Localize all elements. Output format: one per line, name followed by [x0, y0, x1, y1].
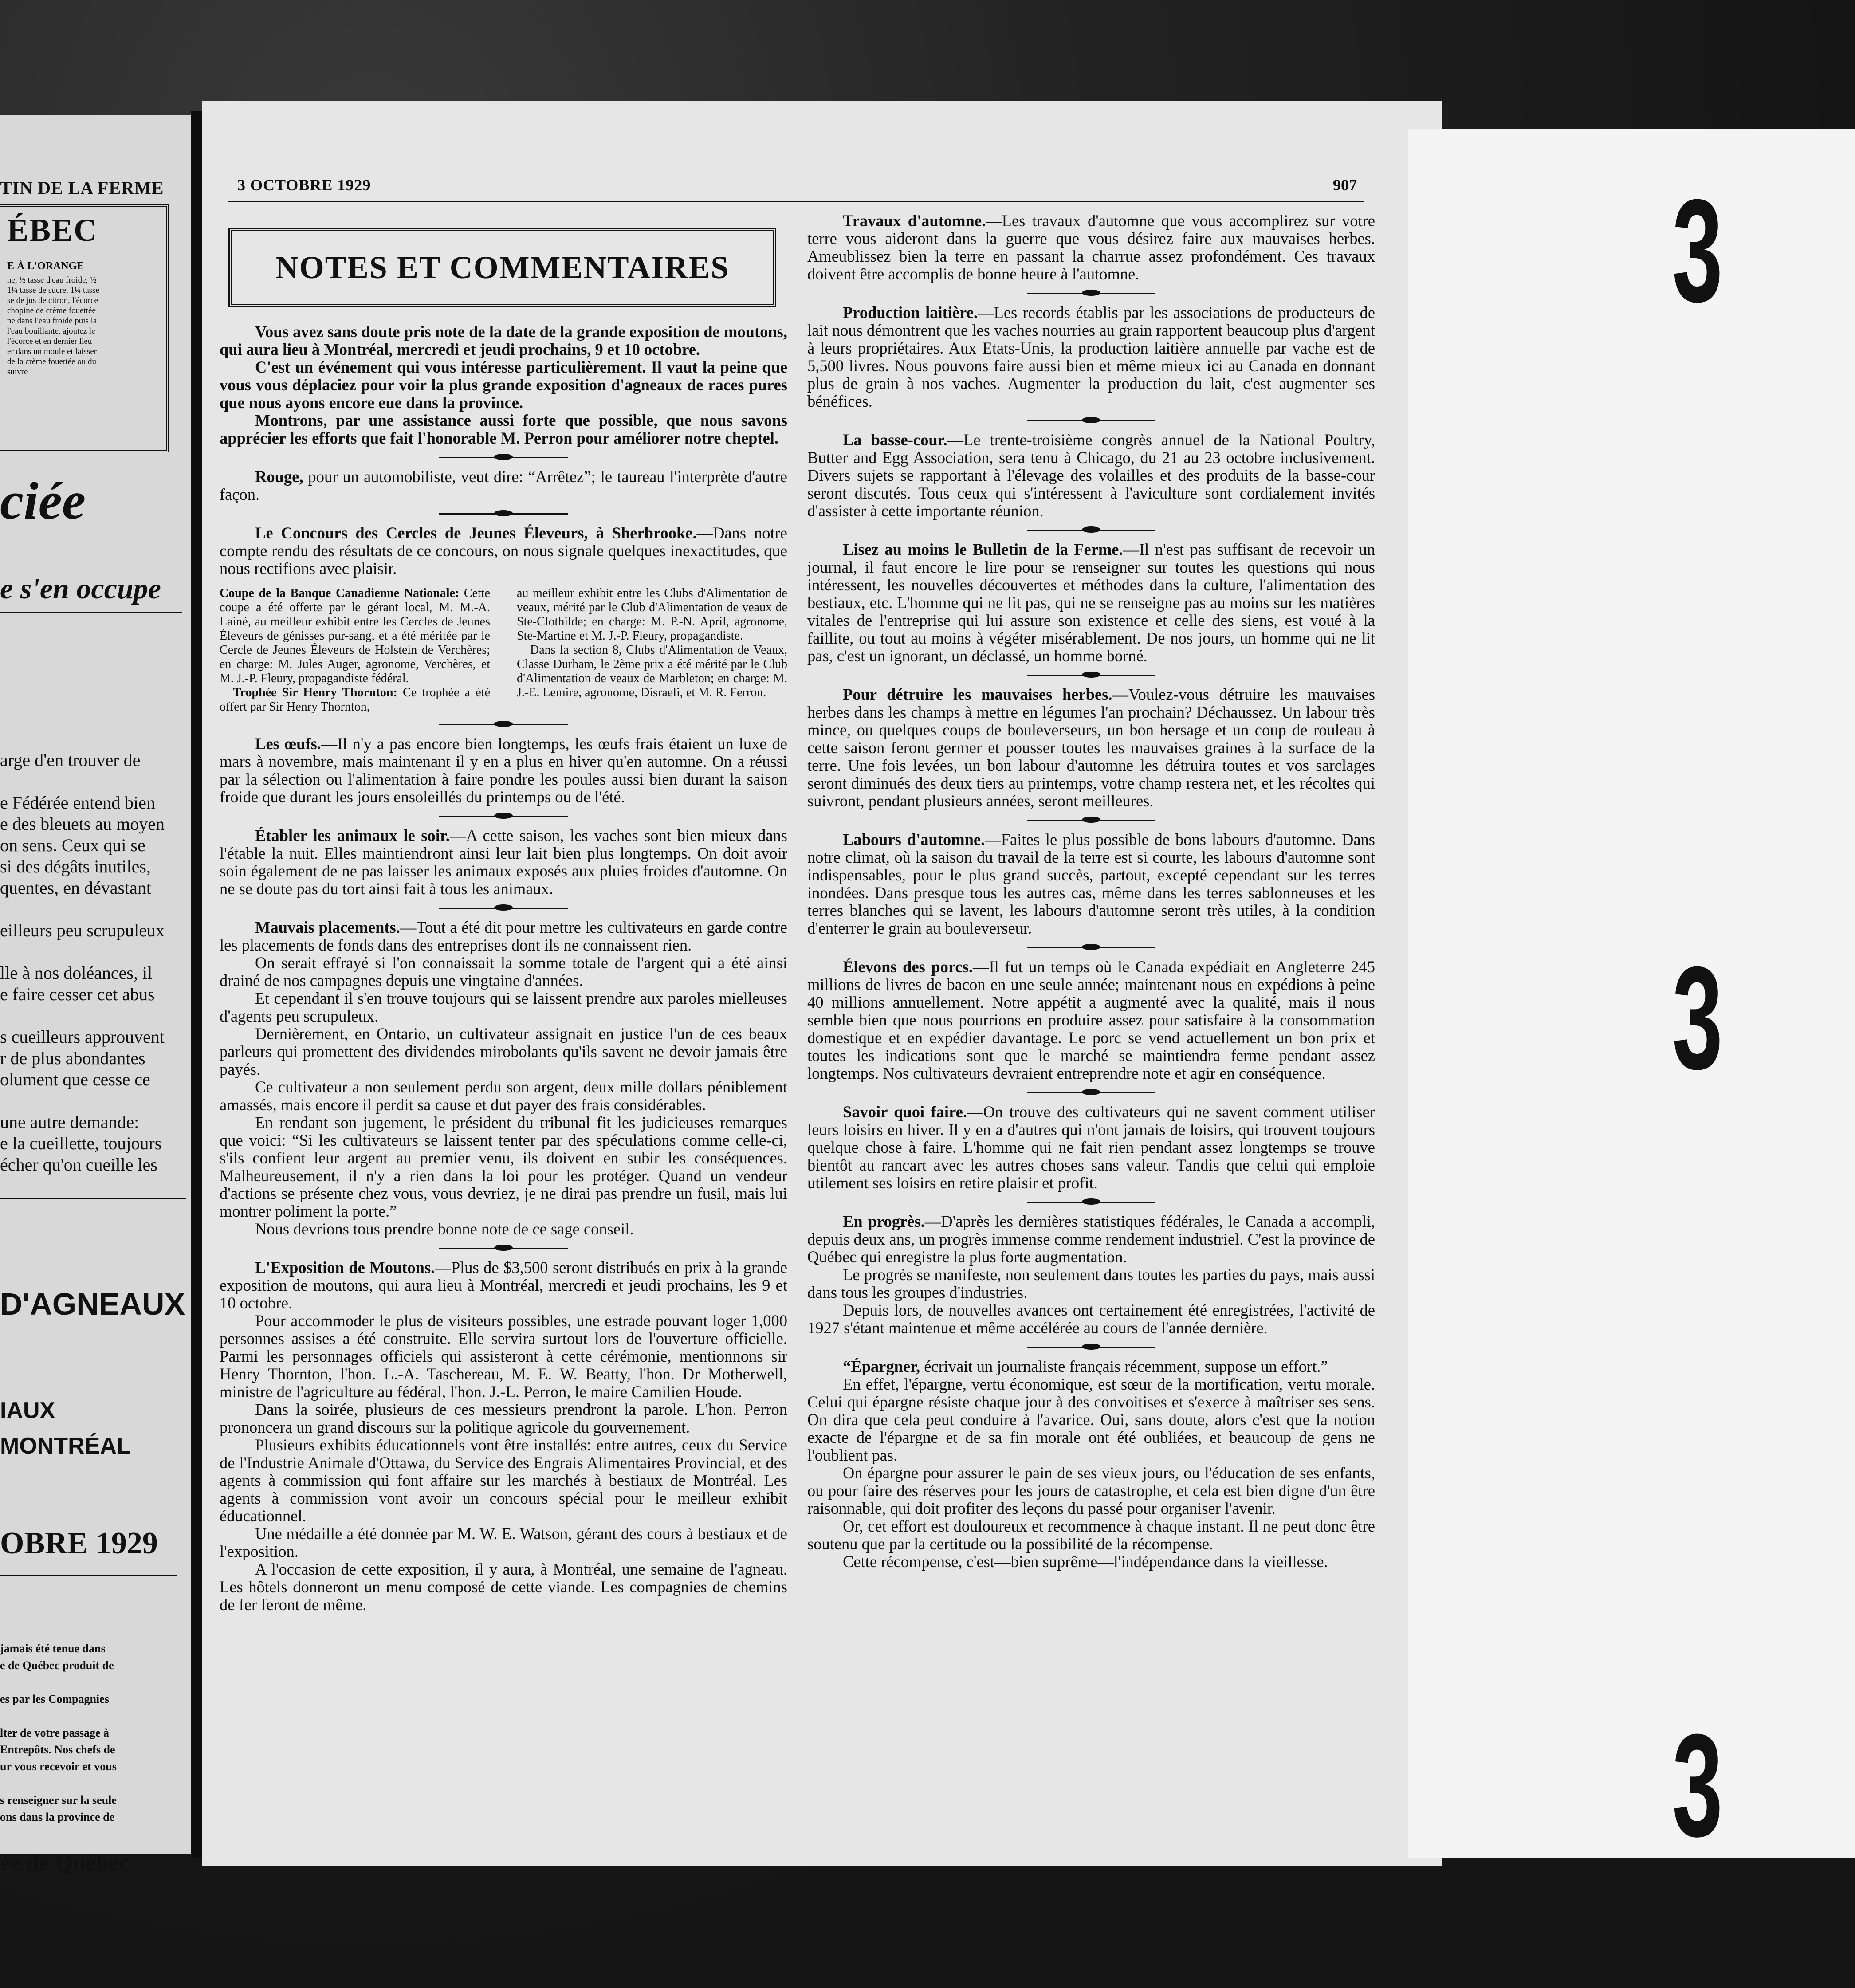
article-detruire: Pour détruire les mauvaises herbes.—Voulez-vous détruire les mauvaises herbes dans les champs à mettre en légumes l'an prochain? Déchaussez. Un labour très mince, ou quelques coups de bouleverseurs, un bon hersage et un coup de rouleau à cette saison feront germer et pousser toutes les mauvaises graines à la surface de la terre. Une fois levées, un bon labour d'automne les détruira toutes et vos sarclages seront diminués des deux tiers au printemps, votre champ restera net, et les récoltes qui suivront, pendant plusieurs années, seront meilleures.: [807, 685, 1376, 810]
separator: [439, 908, 568, 909]
article-epargner-p2: En effet, l'épargne, vertu économique, est sœur de la mortification, vertu morale. Celui qui épargne résiste chaque jour à des convoitises et s'exerce à maîtriser ses sens. On dira que cela peut conduire à l'avarice. Oui, sans doute, alors c'est que la notion exacte de l'épargne et de sa fin morale ont été oubliées, et beaucoup de gens ne l'oublient pas.: [807, 1375, 1375, 1464]
left-text-line: si des dégâts inutiles,: [0, 856, 151, 876]
target-card: [1408, 129, 1855, 1867]
left-text-line: e la cueillette, toujours: [0, 1133, 162, 1153]
separator: [1027, 675, 1155, 676]
separator: [439, 724, 568, 725]
ad-signature: ée de Québec: [0, 1850, 130, 1875]
article-rouge: Rouge, pour un automobiliste, veut dire: “Arrêtez”; le taureau l'interprète d'autre façon.: [220, 468, 787, 503]
recipe-box: [0, 204, 169, 452]
article-elevons: Élevons des porcs.—Il fut un temps où le Canada expédiait en Angleterre 245 millions de livres de bacon en une seule année; maintenant nous en expédions à peine 40 millions annuellement. Notre appétit a augmenté avec la qualité, mais il nous semble bien que nous pourrions en produire assez pour satisfaire à la consommation domestique et en expédier davantage. Le porc se vend actuellement un bon prix et toutes les indications sont que le marché se maintiendra ferme pendant assez longtemps. Nos cultivateurs devraient entreprendre note et agir en conséquence.: [807, 958, 1376, 1082]
intro-p1: Vous avez sans doute pris note de la date de la grande exposition de moutons, qui aura lieu à Montréal, mercredi et jeudi prochains, 9 et 10 octobre.: [220, 322, 787, 358]
page-date: 3 OCTOBRE 1929: [237, 176, 371, 194]
left-text-line: e des bleuets au moyen: [0, 814, 165, 834]
page-number: 907: [1333, 176, 1357, 194]
article-progres: En progrès.—D'après les dernières statistiques fédérales, le Canada a accompli, depuis deux ans, un progrès immense comme rendement industriel. C'est la province de Québec qui enregistre la plus forte augmentation.: [807, 1212, 1376, 1266]
article-travaux: Travaux d'automne.—Les travaux d'automne que vous accomplirez sur votre terre vous aideront dans la guerre que vous désirez faire aux mauvaises herbes. Ameublissez bien la terre en passant la charrue assez profondément. Ces travaux doivent être accomplis de bonne heure à l'automne.: [807, 212, 1376, 283]
recipe-box-subtitle: E À L'ORANGE: [7, 260, 84, 272]
article-mauvais-p5: Ce cultivateur a non seulement perdu son argent, deux mille dollars péniblement amassés, mais encore il perdit sa cause et dut payer des frais considérables.: [220, 1078, 787, 1114]
page-gutter: [191, 111, 202, 1858]
article-mauvais-p7: Nous devrions tous prendre bonne note de ce sage conseil.: [255, 1220, 634, 1238]
side-number-middle: 3: [1672, 936, 1723, 1100]
left-text-line: une autre demande:: [0, 1112, 139, 1132]
article-labours: Labours d'automne.—Faites le plus possible de bons labours d'automne. Dans notre climat, où la saison du travail de la terre est si courte, les labours d'automne sont indispensables, pour le plus grand succès, partout, excepté cependant sur les terres inondées. Dans presque tous les autres cas, même dans les terres sablonneuses et les terres blanches qui se lavent, les labours d'automne seront très utiles, à la condition d'enterrer le grain au bouleverseur.: [807, 830, 1375, 937]
article-epargner-p4: Or, cet effort est douloureux et recommence à chaque instant. Il ne peut donc être soutenu que par la certitude ou la possibilité de la récompense.: [807, 1517, 1375, 1553]
article-progres-p3: Depuis lors, de nouvelles avances ont certainement été enregistrées, l'activité de 1927 s'étant maintenue et même accélérée au cours de l'année dernière.: [807, 1301, 1375, 1337]
concours-details: Coupe de la Banque Canadienne Nationale: Cette coupe a été offerte par le gérant local, M. M.-A. Lainé, au meilleur exhibit entre les Cercles de Jeunes Éleveurs de génisses pur-sang, et a été méritée par le Cercle de Jeunes Éleveurs de Holstein de Verchères; en charge: M. Jules Auger, agronome, Verchères, et M. J.-P. Fleury, propagandiste fédéral. Trophée Sir Henry Thornton: Ce trophée a été offert par Sir Henry Thornton, au meilleur exhibit entre les Clubs d'Alimentation de veaux, mérité par le Club d'Alimentation de veaux de Ste-Clothilde; en charge: M. P.-N. April, agronome, Ste-Martine et M. J.-P. Fleury, propagandiste. Dans la section 8, Clubs d'Alimentation de Veaux, Classe Durham, le 2ème prix a été mérité par le Club d'Alimentation de veaux de Marbleton; en charge: M. J.-E. Lemire, agronome, Disraeli, et M. R. Ferron.: [220, 586, 787, 714]
separator: [439, 1248, 568, 1249]
article-mauvais-placements: Mauvais placements.—Tout a été dit pour mettre les cultivateurs en garde contre les placements de fonds dans des entreprises dont ils ne connaissent rien.: [220, 918, 787, 954]
recipe-box-text: ne, ½ tasse d'eau froide, ½ 1¼ tasse de sucre, 1¼ tasse se de jus de citron, l'écorce chopine de crème fouettée ne dans l'eau froide puis la l'eau bouillante, ajoutez le l'écorce et en dernier lieu er dans un moule et laisser de la crème fouettée ou du suivre: [7, 275, 99, 377]
article-progres-p2: Le progrès se manifeste, non seulement dans toutes les parties du pays, mais aussi dans tous les groupes d'industries.: [807, 1265, 1375, 1301]
left-text-line: olument que cesse ce: [0, 1069, 150, 1089]
main-page: [202, 101, 1442, 1866]
left-text-line: lle à nos doléances, il: [0, 963, 153, 983]
article-expo-p3: Dans la soirée, plusieurs de ces messieurs prendront la parole. L'hon. Perron prononcera un grand discours sur la politique agricole du gouvernement.: [220, 1400, 787, 1436]
header-rule: [228, 201, 1364, 202]
recipe-box-title: ÉBEC: [7, 212, 98, 248]
ad-small-line: ons dans la province de: [0, 1811, 115, 1823]
ad-small-line: e de Québec produit de: [0, 1659, 114, 1672]
side-number-bottom: 3: [1672, 1703, 1723, 1867]
article-epargner-p5: Cette récompense, c'est—bien suprême—l'indépendance dans la vieillesse.: [843, 1552, 1328, 1571]
title-box: [228, 228, 776, 307]
article-lisez: Lisez au moins le Bulletin de la Ferme.—Il n'est pas suffisant de recevoir un journal, il faut encore le lire pour se renseigner sur toutes les questions qui nous intéressent, les nouvelles découvertes et méthodes dans la culture, l'alimentation des bestiaux, etc. L'homme qui ne lit pas, qui ne se renseigne pas au moins sur les matières vitales de l'entreprise qui lui assure son existence et celle des siens, est voué à la faillite, ou tout au moins à végéter misérablement. De nos jours, un homme qui ne lit pas, c'est un ignorant, un déclassé, un homme borné.: [807, 540, 1375, 665]
ad-line2: MONTRÉAL: [0, 1433, 131, 1459]
ad-small-line: lter de votre passage à: [0, 1726, 109, 1739]
separator: [1027, 1092, 1155, 1093]
ad-small-line: ur vous recevoir et vous: [0, 1760, 117, 1773]
left-text-line: arge d'en trouver de: [0, 750, 141, 770]
article-mauvais-p3: Et cependant il s'en trouve toujours qui se laissent prendre aux paroles mielleuses d'agents peu scrupuleux.: [220, 989, 787, 1025]
article-mauvais-p4: Dernièrement, en Ontario, un cultivateur assignait en justice l'un de ces beaux parleurs qui promettent des dividendes mirobolants qu'ils savent ne devoir jamais être payés.: [220, 1025, 787, 1078]
left-text-line: eilleurs peu scrupuleux: [0, 920, 165, 940]
separator: [439, 816, 568, 817]
page-title: NOTES ET COMMENTAIRES: [275, 249, 730, 285]
side-number-top: 3: [1672, 169, 1723, 332]
separator: [1027, 420, 1155, 421]
ad-small-line: jamais été tenue dans: [0, 1642, 106, 1655]
article-expo-p4: Plusieurs exhibits éducationnels vont être installés: entre autres, ceux du Service de l'Industrie Animale d'Ottawa, du Service des Engrais Alimentaires Provincial, et des agents à commission qui font affaire sur les marchés à bestiaux de Montréal. Les agents à commission vont avoir un concours spécial pour le meilleur exhibit éducationnel.: [220, 1436, 787, 1525]
ad-small-line: es par les Compagnies: [0, 1693, 109, 1705]
left-text-line: s cueilleurs approuvent: [0, 1027, 165, 1047]
article-epargner-p3: On épargne pour assurer le pain de ses vieux jours, ou l'éducation de ses enfants, ou pour faire des réserves pour les jours de catastrophe, et cela est bien digne d'un être raisonnable, qui doit profiter des leçons du passé pour organiser l'avenir.: [807, 1464, 1375, 1517]
article-basse-cour: La basse-cour.—Le trente-troisième congrès annuel de la National Poultry, Butter and Egg Association, sera tenu à Chicago, du 21 au 23 octobre inclusivement. Divers sujets se rapportant à l'élevage des volailles et des produits de la basse-cour seront discutés. Tous ceux qui s'intéressent à l'aviculture sont cordialement invités d'assister à cette importante réunion.: [807, 431, 1375, 520]
left-text-line: r de plus abondantes: [0, 1048, 145, 1068]
separator: [1027, 530, 1155, 531]
article-concours: Le Concours des Cercles de Jeunes Éleveurs, à Sherbrooke.—Dans notre compte rendu des résultats de ce concours, on nous signale quelques inexactitudes, que nous rectifions avec plaisir.: [220, 524, 787, 578]
article-production: Production laitière.—Les records établis par les associations de producteurs de lait nous démontrent que les vaches nourries au grain rapportent beaucoup plus d'argent à leurs propriétaires. Aux Etats-Unis, la production laitière annuelle par vache est de 5,500 livres. Nous pouvons faire aussi bien et même mieux ici au Canada en donnant plus de grain à nos vaches. Augmenter la production du lait, c'est augmenter ses bénéfices.: [807, 303, 1375, 410]
left-page-fragment: [0, 115, 191, 1875]
ad-small-line: Entrepôts. Nos chefs de: [0, 1743, 115, 1756]
separator: [1027, 1202, 1155, 1203]
article-savoir: Savoir quoi faire.—On trouve des cultivateurs qui ne savent comment utiliser leurs loisirs en hiver. Il y en a d'autres qui n'ont jamais de loisirs, qui trouvent toujours quelque chose à faire. L'homme qui ne fait rien pendant assez longtemps se trouve bientôt au rancart avec les autres choses sans valeur. Tandis que celui qui emploie utilement ses loisirs en retire plaisir et profit.: [807, 1103, 1375, 1192]
left-text-line: e faire cesser cet abus: [0, 984, 155, 1004]
left-running-header: TIN DE LA FERME: [0, 178, 164, 198]
ad-rule: [0, 1575, 177, 1576]
left-text-line: écher qu'on cueille les: [0, 1155, 157, 1175]
left-text-line: on sens. Ceux qui se: [0, 835, 145, 855]
article-etabler: Établer les animaux le soir.—A cette saison, les vaches sont bien mieux dans l'étable la nuit. Elles maintiendront ainsi leur lait bien plus longtemps. On doit avoir soin également de ne pas laisser les animaux exposés aux pluies froides d'automne. On ne se doute pas du tort ainsi fait à tous les animaux.: [220, 826, 787, 898]
article-oeufs: Les œufs.—Il n'y a pas encore bien longtemps, les œufs frais étaient un luxe de mars à novembre, mais maintenant il y en a plus en hiver qu'en automne. On a réussi par la sélection ou l'alimentation à faire pondre les poules aussi bien durant la saison froide que durant les jours ensoleillés du printemps ou de l'été.: [220, 735, 787, 806]
left-rule-2: [0, 1198, 186, 1199]
right-column: [807, 212, 1375, 1571]
intro-p3: Montrons, par une assistance aussi forte que possible, que nous savons apprécier les efforts que fait l'honorable M. Perron pour améliorer notre cheptel.: [220, 411, 787, 447]
ad-title: D'AGNEAUX: [0, 1287, 185, 1321]
left-column: [220, 323, 787, 1614]
article-mauvais-p6: En rendant son jugement, le président du tribunal fit les judicieuses remarques que voici: “Si les cultivateurs se laissent tenter par des spéculations comme celle-ci, s'ils confient leur argent au premier venu, ils doivent en subir les conséquences. Malheureusement, il n'y a rien dans la loi pour les protéger. Quand un vendeur d'actions se présente chez vous, vous devriez, je ne dirai pas prendre un fusil, mais lui montrer poliment la porte.”: [220, 1113, 787, 1220]
ad-line1: IAUX: [0, 1398, 55, 1423]
separator: [439, 513, 568, 515]
separator: [439, 457, 568, 458]
separator: [1027, 1347, 1155, 1348]
ad-small-line: s renseigner sur la seule: [0, 1794, 117, 1807]
article-epargner: “Épargner, écrivait un journaliste français récemment, suppose un effort.”: [843, 1357, 1328, 1375]
separator: [1027, 820, 1155, 821]
article-expo-p5: Une médaille a été donnée par M. W. E. Watson, gérant des cours à bestiaux et de l'exposition.: [220, 1524, 787, 1560]
separator: [1027, 947, 1155, 948]
left-rule: [0, 612, 182, 613]
article-mauvais-p2: On serait effrayé si l'on connaissait la somme totale de l'argent qui a été ainsi drainé de nos campagnes depuis une vingtaine d'années.: [220, 954, 787, 990]
article-exposition: L'Exposition de Moutons.—Plus de $3,500 seront distribués en prix à la grande exposition de moutons, qui aura lieu à Montréal, mercredi et jeudi prochains, les 9 et 10 octobre.: [220, 1258, 788, 1312]
article-expo-p6: A l'occasion de cette exposition, il y aura, à Montréal, une semaine de l'agneau. Les hôtels donneront un menu composé de cette viande. Les compagnies de chemins de fer feront de même.: [220, 1560, 787, 1614]
left-text-line: quentes, en dévastant: [0, 878, 151, 898]
separator: [1027, 293, 1155, 294]
article-expo-p2: Pour accommoder le plus de visiteurs possibles, une estrade pouvant loger 1,000 personnes assises a été construite. Elle servira surtout lors de l'ouverture officielle. Parmi les personnages officiels qui assisteront à cette cérémonie, mentionnons sir Henry Thornton, l'hon. L.-A. Taschereau, M. E. W. Beatty, l'hon. Dr Motherwell, ministre de l'agriculture au fédéral, l'hon. J.-L. Perron, le maire Camilien Houde.: [220, 1312, 787, 1401]
ad-date: OBRE 1929: [0, 1526, 158, 1560]
left-tagline: e s'en occupe: [0, 573, 161, 605]
intro-p2: C'est un événement qui vous intéresse particulièrement. Il vaut la peine que vous vous déplaciez pour voir la plus grande exposition d'agneaux de races pures que nous ayons encore eue dans la province.: [220, 358, 787, 412]
left-text-line: e Fédérée entend bien: [0, 793, 155, 813]
left-big-word: ciée: [0, 471, 86, 530]
